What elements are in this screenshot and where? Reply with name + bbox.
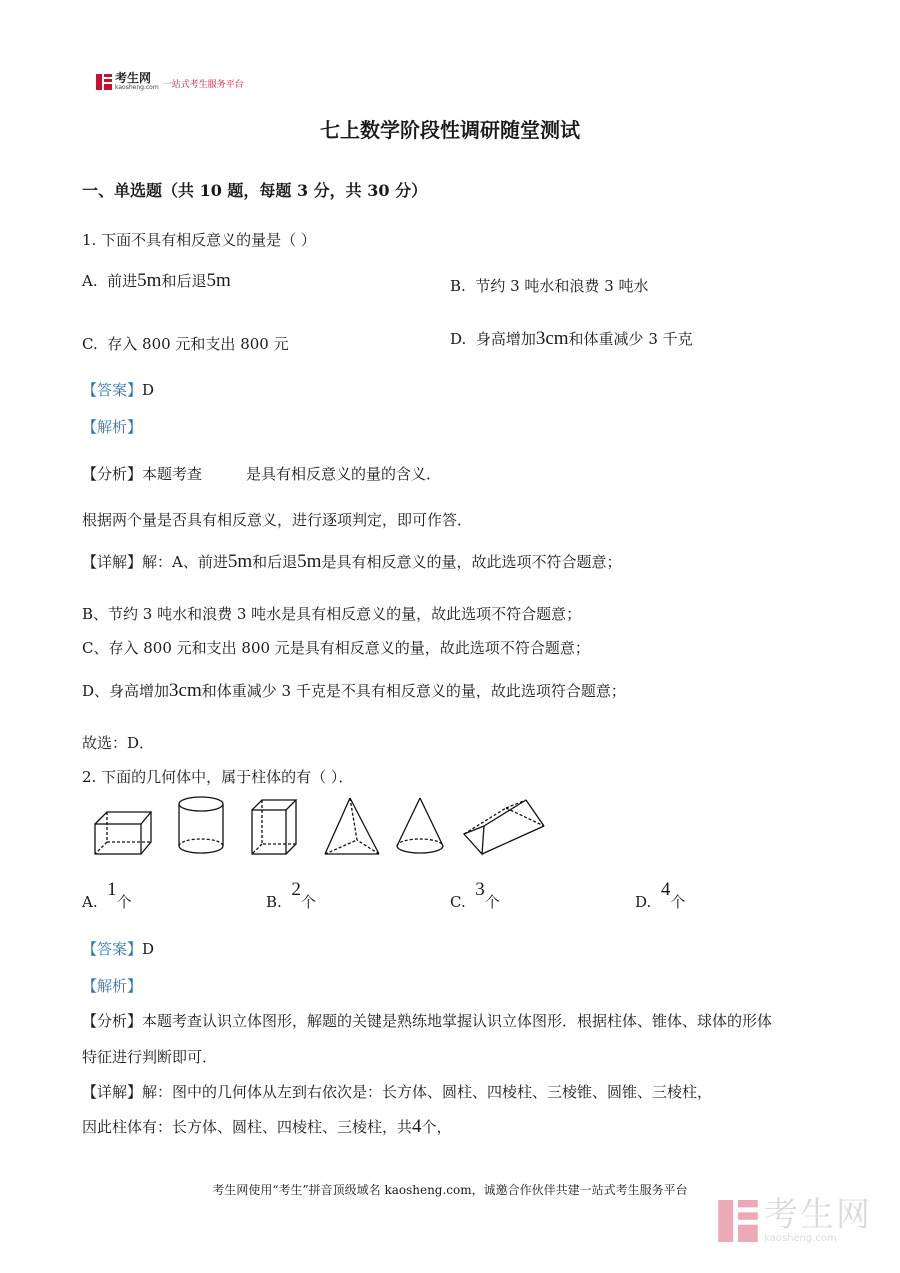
watermark — [718, 1195, 872, 1244]
q1-option-b: B. 节约 3 吨水和浪费 3 吨水 — [450, 277, 649, 295]
q2-fenxi-line2: 特征进行判断即可． — [82, 1048, 218, 1066]
logo-slogan: 一站式考生服务平台 — [162, 80, 244, 90]
q1-fenxi-line2: 根据两个量是否具有相反意义，进行逐项判定，即可作答． — [82, 511, 473, 529]
q2-answer: 【答案】D — [82, 940, 155, 958]
watermark-logo-icon — [718, 1200, 758, 1242]
q1-detail-c: C、存入 800 元和支出 800 元是具有相反意义的量，故此选项不符合题意； — [82, 639, 590, 657]
q1-detail-a: 【详解】解：A、前进5m和后退5m是具有相反意义的量，故此选项不符合题意； — [82, 551, 622, 572]
q1-stem: 1. 下面不具有相反意义的量是（ ） — [82, 231, 316, 249]
watermark-name: 考生网 — [764, 1195, 872, 1235]
cuboid-icon — [95, 812, 151, 854]
q1-option-d: D. 身高增加3cm和体重减少 3 千克 — [450, 328, 693, 349]
q1-detail-b: B、节约 3 吨水和浪费 3 吨水是具有相反意义的量，故此选项不符合题意； — [82, 605, 582, 623]
q2-option-a: A. 1个 — [82, 879, 132, 911]
q2-option-b: B. 2个 — [266, 879, 316, 911]
q2-option-c: C. 3个 — [450, 879, 500, 911]
cone-icon — [397, 798, 443, 853]
document-title: 七上数学阶段性调研随堂测试 — [320, 118, 580, 142]
q1-fenxi: 【分析】本题考查 是具有相反意义的量的含义． — [82, 465, 442, 483]
q1-answer: 【答案】D — [82, 381, 155, 399]
q1-detail-d: D、身高增加3cm和体重减少 3 千克是不具有相反意义的量，故此选项符合题意； — [82, 680, 626, 701]
cylinder-icon — [179, 797, 223, 853]
logo-domain: kaosheng.com — [115, 84, 159, 91]
q2-option-d: D. 4个 — [635, 879, 686, 911]
triangular-pyramid-icon — [325, 798, 379, 854]
square-prism-icon — [252, 800, 296, 854]
q2-detail-2: 因此柱体有：长方体、圆柱、四棱柱、三棱柱，共4个， — [82, 1116, 452, 1137]
q2-geometric-solids — [90, 792, 560, 862]
q2-stem: 2. 下面的几何体中，属于柱体的有（ ）． — [82, 768, 354, 786]
q2-fenxi: 【分析】本题考查认识立体图形，解题的关键是熟练地掌握认识立体图形．根据柱体、锥体、球体的形体 — [82, 1012, 773, 1030]
triangular-prism-icon — [464, 800, 544, 854]
kaosheng-logo-icon — [96, 74, 112, 90]
watermark-domain: kaosheng.com — [764, 1233, 837, 1244]
section-heading: 一、单选题（共 10 题，每题 3 分，共 30 分） — [82, 181, 428, 200]
q1-option-c: C. 存入 800 元和支出 800 元 — [82, 335, 289, 353]
q1-option-a: A. 前进5m和后退5m — [82, 270, 231, 291]
q1-analysis-label: 【解析】 — [82, 418, 143, 436]
q1-conclusion: 故选：D． — [82, 734, 155, 752]
q2-detail-1: 【详解】解：图中的几何体从左到右依次是：长方体、圆柱、四棱柱、三棱锥、圆锥、三棱柱， — [82, 1083, 713, 1101]
q2-analysis-label: 【解析】 — [82, 977, 143, 995]
page-footer: 考生网使用“考生”拼音顶级域名 kaosheng.com，诚邀合作伙伴共建一站式考生服务平台 — [212, 1183, 688, 1197]
logo-name: 考生网 — [115, 71, 152, 85]
header-logo — [96, 72, 244, 91]
